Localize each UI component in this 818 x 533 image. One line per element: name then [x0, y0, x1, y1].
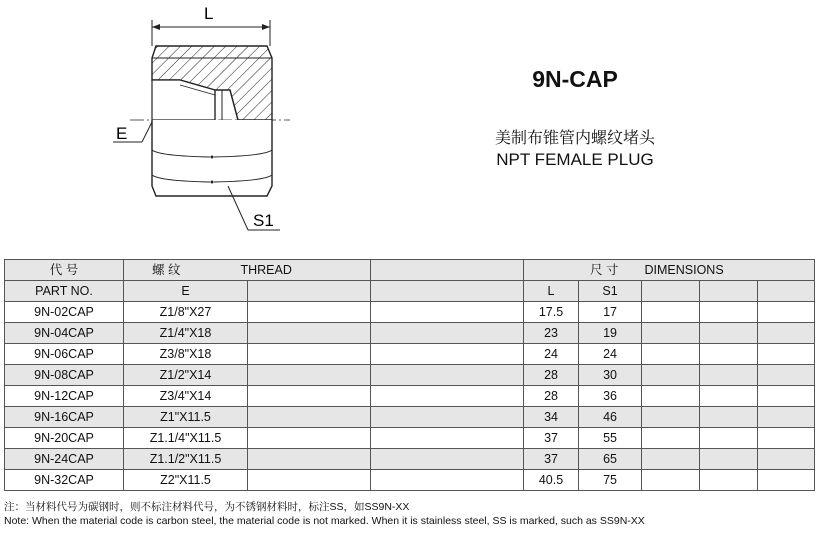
cell-thread: Z3/4"X14	[124, 386, 248, 407]
cell-blank	[248, 344, 371, 365]
cell-S1: 55	[579, 428, 642, 449]
cell-blank	[371, 344, 524, 365]
cell-blank	[700, 449, 758, 470]
cell-blank	[642, 470, 700, 491]
cell-L: 17.5	[524, 302, 579, 323]
cell-L: 40.5	[524, 470, 579, 491]
table-row	[5, 449, 815, 470]
table-row	[5, 365, 815, 386]
cell-part-no: 9N-08CAP	[5, 365, 124, 386]
table-row	[5, 407, 815, 428]
header-col-S1: S1	[579, 281, 642, 302]
cell-S1: 30	[579, 365, 642, 386]
note-en: Note: When the material code is carbon steel, the material code is not marked. When it is stainless steel, SS is marked, such as SS9N-XX	[4, 515, 645, 527]
cell-L: 28	[524, 386, 579, 407]
cell-part-no: 9N-32CAP	[5, 470, 124, 491]
part-drawing	[0, 0, 470, 250]
cell-S1: 75	[579, 470, 642, 491]
cell-blank	[700, 407, 758, 428]
cell-thread: Z3/8"X18	[124, 344, 248, 365]
table-row	[5, 302, 815, 323]
cell-S1: 19	[579, 323, 642, 344]
cell-blank	[248, 386, 371, 407]
cell-blank	[642, 323, 700, 344]
cell-thread: Z1/8"X27	[124, 302, 248, 323]
table-header-row-1	[5, 260, 815, 281]
header-code-cn: 代 号	[5, 260, 124, 281]
cell-thread: Z1/2"X14	[124, 365, 248, 386]
cell-part-no: 9N-06CAP	[5, 344, 124, 365]
cell-L: 28	[524, 365, 579, 386]
cell-blank	[700, 386, 758, 407]
cell-blank	[700, 302, 758, 323]
cell-blank	[758, 428, 815, 449]
cell-blank	[642, 428, 700, 449]
cell-L: 37	[524, 428, 579, 449]
cell-blank	[248, 323, 371, 344]
spec-table	[4, 259, 815, 491]
header-code-en: PART NO.	[5, 281, 124, 302]
cell-blank	[758, 386, 815, 407]
cell-thread: Z1.1/4"X11.5	[124, 428, 248, 449]
cell-part-no: 9N-24CAP	[5, 449, 124, 470]
header-thread-e: E	[124, 281, 248, 302]
cell-S1: 46	[579, 407, 642, 428]
cell-blank	[700, 365, 758, 386]
table-row	[5, 470, 815, 491]
header-col-L: L	[524, 281, 579, 302]
product-title: 9N-CAP	[532, 66, 618, 92]
cell-blank	[371, 470, 524, 491]
cell-part-no: 9N-20CAP	[5, 428, 124, 449]
cell-part-no: 9N-04CAP	[5, 323, 124, 344]
cell-blank	[758, 449, 815, 470]
cell-blank	[642, 365, 700, 386]
product-subtitle-cn: 美制布锥管内螺纹堵头	[494, 130, 655, 147]
table-row	[5, 428, 815, 449]
cell-part-no: 9N-02CAP	[5, 302, 124, 323]
cell-L: 34	[524, 407, 579, 428]
cell-blank	[248, 428, 371, 449]
table-row	[5, 344, 815, 365]
header-blank	[371, 260, 524, 281]
cell-blank	[248, 407, 371, 428]
cell-blank	[371, 407, 524, 428]
dim-E-label: E	[116, 124, 128, 143]
cell-blank	[371, 365, 524, 386]
cell-blank	[758, 344, 815, 365]
cell-blank	[371, 386, 524, 407]
product-subtitle-en: NPT FEMALE PLUG	[496, 150, 654, 169]
cell-blank	[371, 449, 524, 470]
cell-blank	[371, 323, 524, 344]
cell-blank	[758, 407, 815, 428]
header-dimensions: 尺 寸 DIMENSIONS	[524, 260, 815, 281]
cell-blank	[642, 344, 700, 365]
cell-blank	[700, 344, 758, 365]
cell-blank	[371, 302, 524, 323]
notes	[4, 500, 645, 528]
dim-L-arrow-right	[262, 24, 270, 30]
dim-S1-label: S1	[253, 211, 274, 230]
cell-blank	[642, 407, 700, 428]
cell-S1: 24	[579, 344, 642, 365]
header-thread: 螺 纹 THREAD	[124, 260, 371, 281]
cell-blank	[371, 428, 524, 449]
cell-part-no: 9N-16CAP	[5, 407, 124, 428]
cell-blank	[758, 302, 815, 323]
cell-blank	[642, 449, 700, 470]
cell-blank	[758, 323, 815, 344]
table-row	[5, 386, 815, 407]
cell-blank	[758, 470, 815, 491]
cell-part-no: 9N-12CAP	[5, 386, 124, 407]
cell-blank	[700, 323, 758, 344]
cell-blank	[248, 302, 371, 323]
cell-blank	[758, 365, 815, 386]
cell-blank	[700, 470, 758, 491]
cell-thread: Z2"X11.5	[124, 470, 248, 491]
cell-blank	[642, 302, 700, 323]
cell-L: 37	[524, 449, 579, 470]
dim-L-arrow-left	[152, 24, 160, 30]
cell-blank	[642, 386, 700, 407]
cell-thread: Z1/4"X18	[124, 323, 248, 344]
cell-S1: 17	[579, 302, 642, 323]
cell-blank	[248, 365, 371, 386]
cell-L: 24	[524, 344, 579, 365]
note-cn: 注：当材料代号为碳钢时，则不标注材料代号，为不锈钢材料时，标注SS，如SS9N-XX	[4, 501, 410, 513]
table-row	[5, 323, 815, 344]
cell-blank	[700, 428, 758, 449]
dim-L-label: L	[204, 4, 214, 23]
cell-S1: 36	[579, 386, 642, 407]
cell-L: 23	[524, 323, 579, 344]
cell-S1: 65	[579, 449, 642, 470]
cell-thread: Z1.1/2"X11.5	[124, 449, 248, 470]
cell-blank	[248, 449, 371, 470]
cell-thread: Z1"X11.5	[124, 407, 248, 428]
cell-blank	[248, 470, 371, 491]
table-header-row-2	[5, 281, 815, 302]
